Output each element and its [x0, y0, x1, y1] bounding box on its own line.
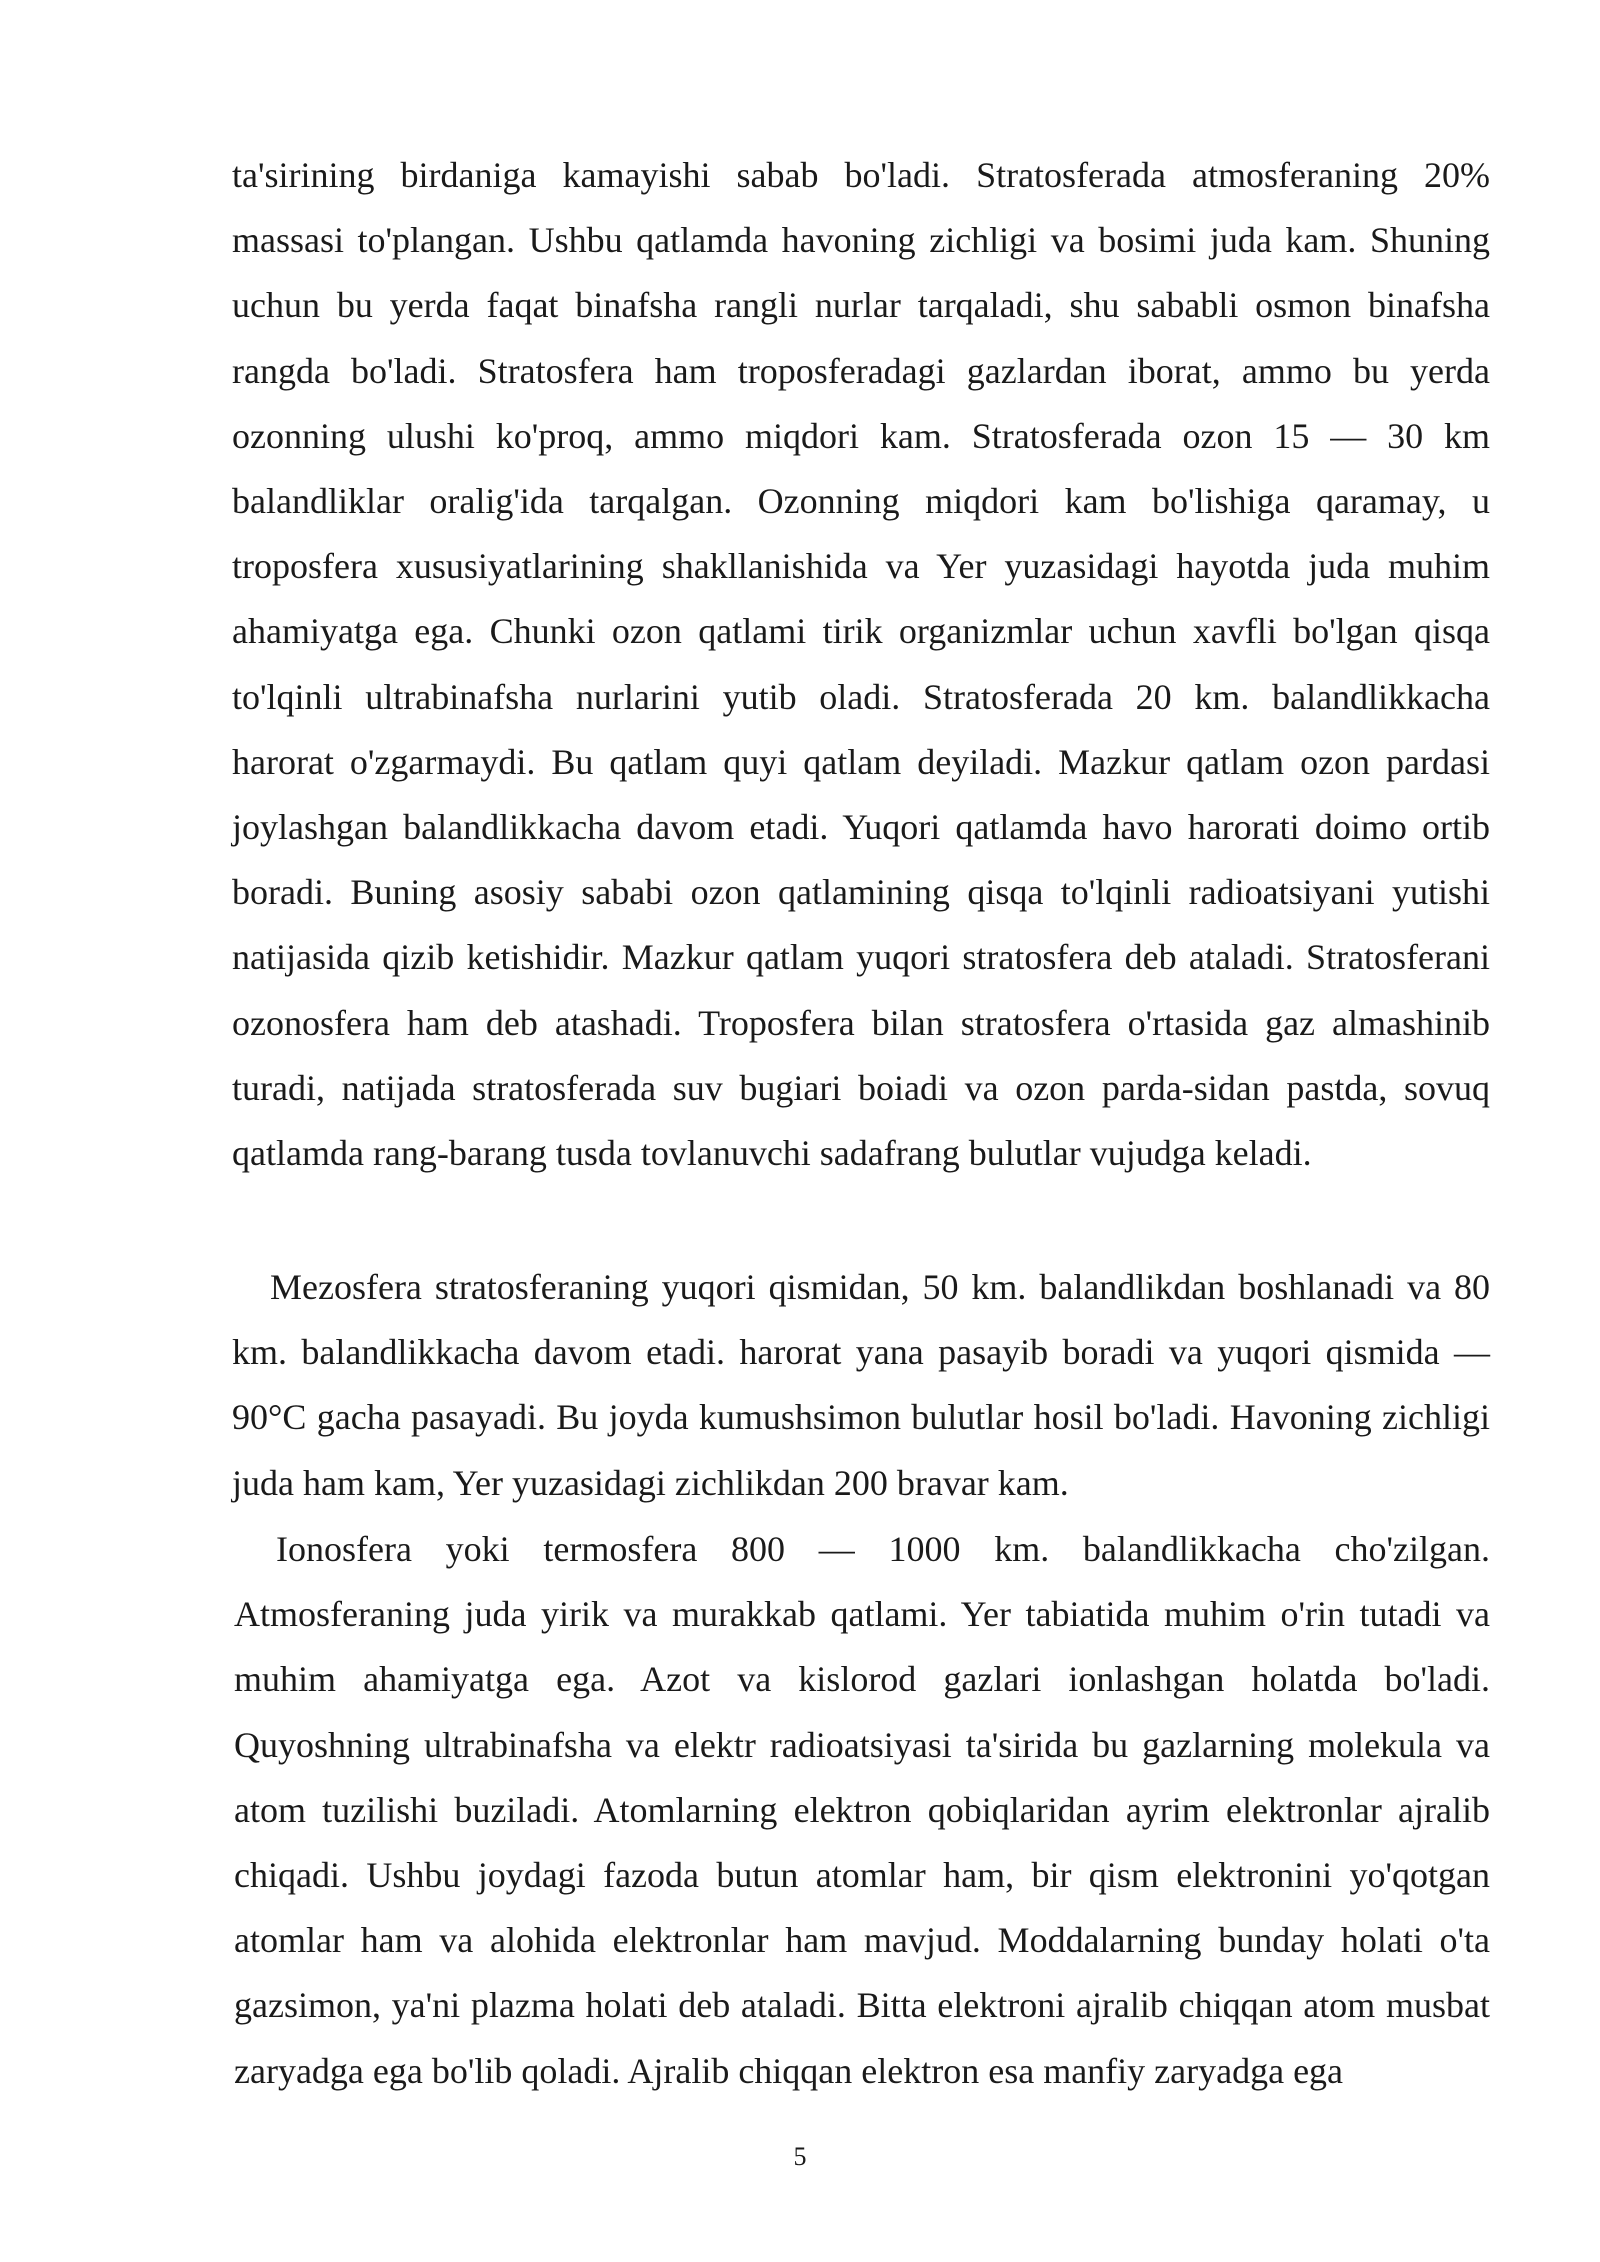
paragraph-mesosphere: Mezosfera stratosferaning yuqori qismidan, 50 km. balandlikdan boshlanadi va 80 km. balandlikkacha davom etadi. harorat yana pasayib boradi va yuqori qismida — 90°C gacha pasayadi. Bu joyda kumushsimon bulutlar hosil bo'ladi. Havoning zichligi juda ham kam, Yer yuzasidagi zichlikdan 200 bravar kam. [232, 1267, 1490, 1503]
paragraph-stratosphere: ta'sirining birdaniga kamayishi sabab bo'ladi. Stratosferada atmosferaning 20% massasi to'plangan. Ushbu qatlamda havoning zichligi va bosimi juda kam. Shuning uchun bu yerda faqat binafsha rangli nurlar tarqaladi, shu sababli osmon binafsha rangda bo'ladi. Stratosfera ham troposferadagi gazlardan iborat, ammo bu yerda ozonning ulushi ko'proq, ammo miqdori kam. Stratosferada ozon 15 — 30 km balandliklar oralig'ida tarqalgan. Ozonning miqdori kam bo'lishiga qaramay, u troposfera xususiyatlarining shakllanishida va Yer yuzasidagi hayotda juda muhim ahamiyatga ega. Chunki ozon qatlami tirik organizmlar uchun xavfli bo'lgan qisqa to'lqinli ultrabinafsha nurlarini yutib oladi. Stratosferada 20 km. balandlikkacha harorat o'zgarmaydi. Bu qatlam quyi qatlam deyiladi. Mazkur qatlam ozon pardasi joylashgan balandlikkacha davom etadi. Yuqori qatlamda havo harorati doimo ortib boradi. Buning asosiy sababi ozon qatlamining qisqa to'lqinli radioatsiyani yutishi natijasida qizib ketishidir. Mazkur qatlam yuqori stratosfera deb ataladi. Stratosferani ozonosfera ham deb atashadi. Troposfera bilan stratosfera o'rtasida gaz almashinib turadi, natijada stratosferada suv bugiari boiadi va ozon parda-sidan pastda, sovuq qatlamda rang-barang tusda tovlanuvchi sadafrang bulutlar vujudga keladi. [232, 155, 1490, 1174]
page-number: 5 [793, 2142, 807, 2171]
paragraph-ionosphere: Ionosfera yoki termosfera 800 — 1000 km. balandlikkacha cho'zilgan. Atmosferaning juda yirik va murakkab qatlami. Yer tabiatida muhim o'rin tutadi va muhim ahamiyatga ega. Azot va kislorod gazlari ionlashgan holatda bo'ladi. Quyoshning ultrabinafsha va elektr radioatsiyasi ta'sirida bu gazlarning molekula va atom tuzilishi buziladi. Atomlarning elektron qobiqlaridan ayrim elektronlar ajralib chiqadi. Ushbu joydagi fazoda butun atomlar ham, bir qism elektronini yo'qotgan atomlar ham va alohida elektronlar ham mavjud. Moddalarning bunday holati o'ta gazsimon, ya'ni plazma holati deb ataladi. Bitta elektroni ajralib chiqqan atom musbat zaryadga ega bo'lib qoladi. Ajralib chiqqan elektron esa manfiy zaryadga ega [234, 1529, 1490, 2091]
